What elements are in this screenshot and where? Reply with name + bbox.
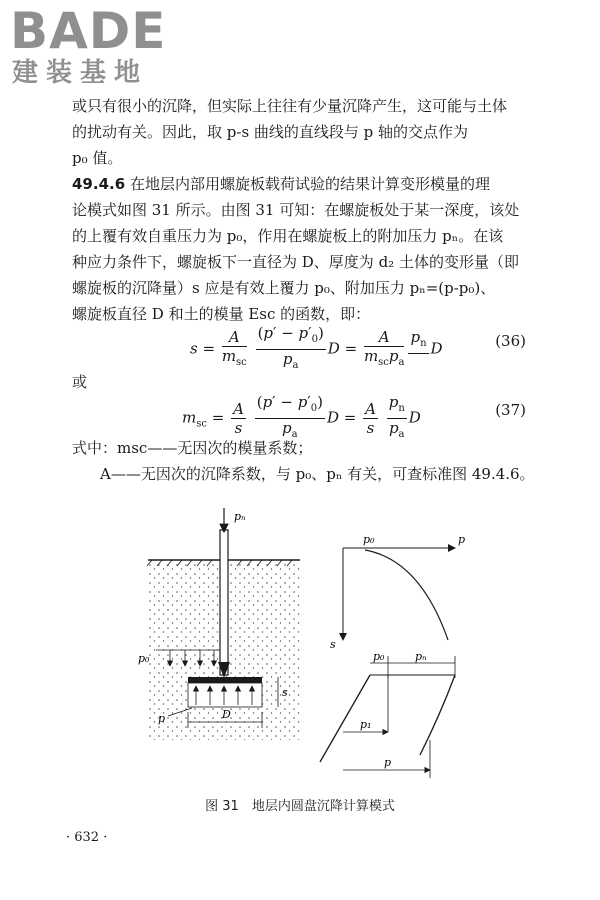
label-s-axis: s xyxy=(330,638,336,651)
text-line-3: p₀ 值。 xyxy=(72,149,123,167)
equation-37-number: (37) xyxy=(495,401,526,419)
figure-caption: 图 31 地层内圆盘沉降计算模式 xyxy=(205,799,395,814)
soil-block xyxy=(188,683,262,707)
a-definition-line: A——无因次的沉降系数，与 p₀、pₙ 有关，可查标准图 49.4.6。 xyxy=(100,465,535,483)
right-slope xyxy=(420,675,455,755)
section-line xyxy=(72,171,532,197)
page-number: · 632 · xyxy=(66,830,108,845)
text-line-5: 论模式如图 31 所示。由图 31 可知：在螺旋板处于某一深度，该处 xyxy=(72,201,520,219)
p-s-curve xyxy=(365,550,448,640)
logo-subtitle: 建装基地 xyxy=(12,58,149,88)
equation-37: $m_{sc}$ = $\frac{A}{s}$ $\frac{(p' - p'_0)}{p_a}$ D = $\frac{A}{s}$ $\frac{p_n}{p_a}$ D (37) xyxy=(182,393,526,440)
where-line: 式中：msc——无因次的模量系数； xyxy=(72,439,313,457)
or-text: 或 xyxy=(72,373,88,391)
label-p-axis: p xyxy=(458,533,466,546)
right-diagram xyxy=(320,533,465,778)
text-line-6: 的上覆有效自重压力为 p₀，作用在螺旋板上的附加压力 pₙ。在该 xyxy=(72,227,504,245)
text-line-4: 在地层内部用螺旋板载荷试验的结果计算变形模量的理 xyxy=(129,175,490,193)
text-line-8: 螺旋板的沉降量）s 应是有效上覆力 p₀、附加压力 pₙ=(p-p₀)、 xyxy=(72,279,496,297)
screw-plate xyxy=(188,677,262,683)
figure-31 xyxy=(130,500,470,785)
section-number: 49.4.6 xyxy=(72,175,126,193)
equation-36-number: (36) xyxy=(495,332,526,350)
text-line-1: 或只有很小的沉降，但实际上往往有少量沉降产生，这可能与土体 xyxy=(72,97,508,115)
label-p1-bottom: p₁ xyxy=(360,718,372,731)
equation-36: s = $\frac{A}{m_{sc}}$ $\frac{(p' - p'_0)}{p_a}$ D = $\frac{A}{m_{sc}p_a}$ $p_n$ D (36) xyxy=(190,324,526,371)
logo-brand: BADE xyxy=(10,2,167,60)
left-diagram xyxy=(138,508,300,740)
rod xyxy=(220,530,228,675)
label-p-left: p xyxy=(158,712,166,725)
label-p0-bottom: p₀ xyxy=(373,650,385,663)
label-p0-right: p₀ xyxy=(363,533,375,546)
label-d-left: D xyxy=(222,708,231,721)
text-line-9: 螺旋板直径 D 和土的模量 Esc 的函数，即： xyxy=(72,305,371,323)
logo xyxy=(10,2,180,90)
label-s-left: s xyxy=(282,686,288,699)
label-p0-left: p₀ xyxy=(138,652,150,665)
label-pn-top: pₙ xyxy=(234,510,246,523)
text-line-2: 的扰动有关。因此，取 p-s 曲线的直线段与 p 轴的交点作为 xyxy=(72,123,469,141)
label-p-bottom: p xyxy=(384,756,392,769)
label-pn-bottom: pₙ xyxy=(415,650,427,663)
text-line-7: 种应力条件下，螺旋板下一直径为 D、厚度为 d₂ 土体的变形量（即 xyxy=(72,253,519,271)
